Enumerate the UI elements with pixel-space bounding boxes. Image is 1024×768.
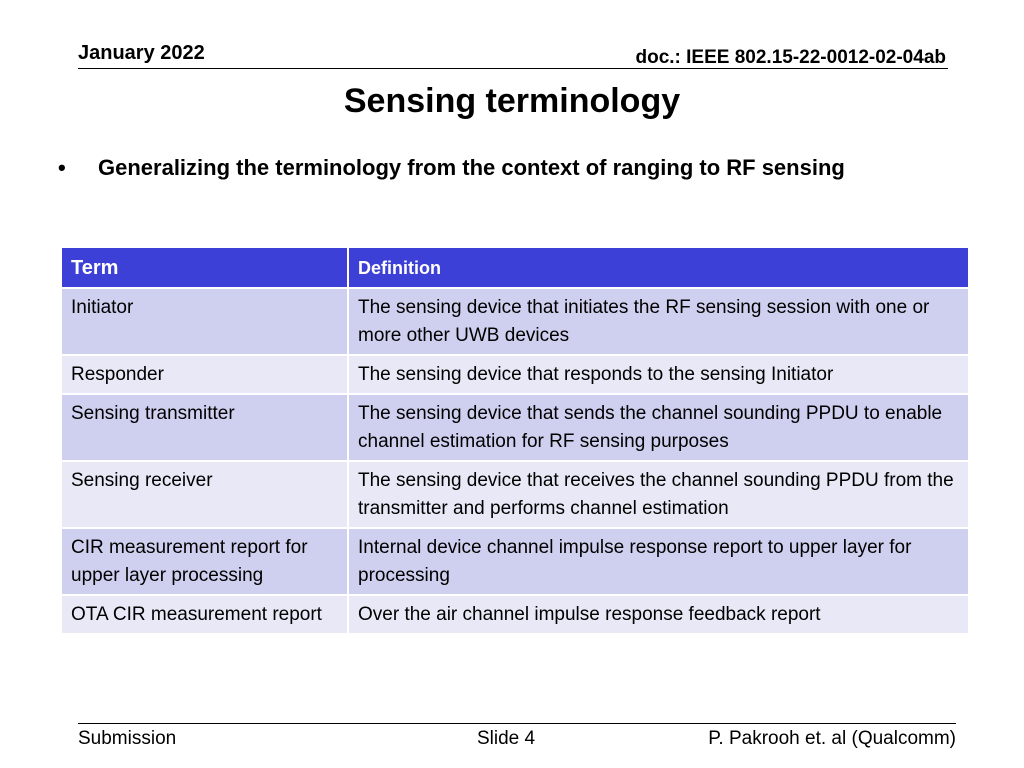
document-id: doc.: IEEE 802.15-22-0012-02-04ab bbox=[635, 47, 946, 68]
term-cell: Responder bbox=[61, 355, 348, 394]
definition-cell: The sensing device that receives the channel sounding PPDU from the transmitter and performs channel estimation bbox=[348, 461, 969, 528]
definition-cell: The sensing device that responds to the sensing Initiator bbox=[348, 355, 969, 394]
table-row bbox=[61, 288, 969, 355]
terminology-table bbox=[60, 246, 970, 635]
footer-submission: Submission bbox=[78, 728, 177, 749]
header-date: January 2022 bbox=[78, 42, 205, 64]
term-cell: Sensing receiver bbox=[61, 461, 348, 528]
definition-cell: The sensing device that sends the channel sounding PPDU to enable channel estimation for RF sensing purposes bbox=[348, 394, 969, 461]
term-cell: Initiator bbox=[61, 288, 348, 355]
slide-number: Slide 4 bbox=[477, 728, 536, 749]
term-cell: OTA CIR measurement report bbox=[61, 595, 348, 634]
bullet-text: Generalizing the terminology from the context of ranging to RF sensing bbox=[98, 155, 845, 180]
table-header-row bbox=[61, 247, 969, 288]
header-divider bbox=[78, 68, 948, 69]
definition-cell: Internal device channel impulse response report to upper layer for processing bbox=[348, 528, 969, 595]
column-header-definition: Definition bbox=[348, 247, 969, 288]
table-row bbox=[61, 394, 969, 461]
column-header-term: Term bbox=[61, 247, 348, 288]
table-row bbox=[61, 355, 969, 394]
table-row bbox=[61, 461, 969, 528]
definition-cell: Over the air channel impulse response feedback report bbox=[348, 595, 969, 634]
bullet-point bbox=[58, 155, 845, 181]
slide-title: Sensing terminology bbox=[343, 82, 681, 120]
table-row bbox=[61, 528, 969, 595]
term-cell: CIR measurement report for upper layer processing bbox=[61, 528, 348, 595]
table-row bbox=[61, 595, 969, 634]
footer-author: P. Pakrooh et. al (Qualcomm) bbox=[708, 728, 956, 749]
bullet-icon: • bbox=[58, 155, 66, 180]
term-cell: Sensing transmitter bbox=[61, 394, 348, 461]
definition-cell: The sensing device that initiates the RF sensing session with one or more other UWB devices bbox=[348, 288, 969, 355]
footer-divider bbox=[78, 723, 956, 724]
